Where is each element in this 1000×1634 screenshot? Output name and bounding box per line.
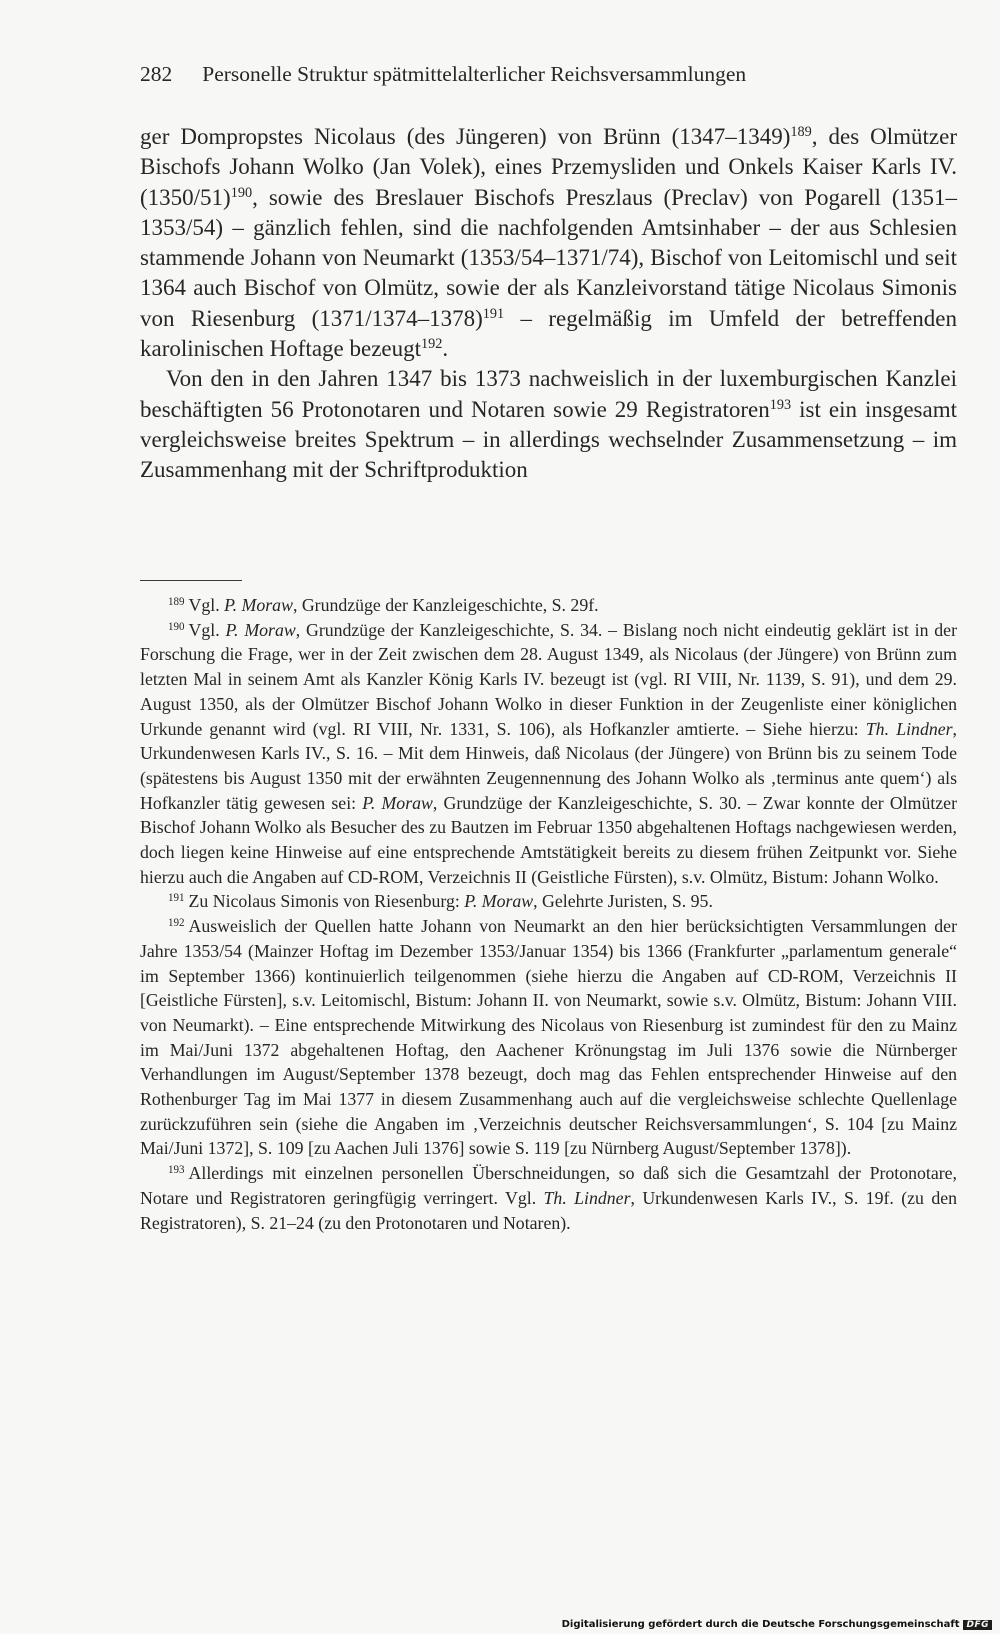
footnote-separator bbox=[140, 580, 242, 581]
author-name: Th. Lindner bbox=[543, 1187, 631, 1208]
body-paragraph: Von den in den Jahren 1347 bis 1373 nachweislich in der luxemburgischen Kanzlei beschäftigten 56 Protonotaren und Notaren sowie 29 Registratoren$^{193}$ ist ein insgesamt vergleichsweise breites Spektrum – in allerdings wechselnder Zusammensetzung – im Zusammenhang mit der Schriftproduktion bbox=[140, 366, 957, 483]
footnote-ref[interactable]: 189 bbox=[790, 124, 812, 141]
footnote-ref[interactable]: 192 bbox=[421, 336, 443, 353]
dfg-logo: DFG bbox=[963, 1620, 992, 1630]
footnote-ref[interactable]: 190 bbox=[230, 184, 253, 201]
footnote-189: $^{189}$ Vgl. P. Moraw, Grundzüge der Kanzleigeschichte, S. 29f. bbox=[168, 595, 599, 615]
credit-text: Digitalisierung gefördert durch die Deutsche Forschungsgemeinschaft bbox=[561, 1619, 960, 1630]
footnote-191: $^{191}$ Zu Nicolaus Simonis von Riesenburg: P. Moraw, Gelehrte Juristen, S. 95. bbox=[168, 891, 713, 912]
footnote-number: 191 bbox=[168, 892, 185, 905]
author-name: P. Moraw bbox=[224, 595, 293, 615]
footnote-ref[interactable]: 193 bbox=[769, 396, 792, 413]
footnotes bbox=[140, 593, 957, 1235]
author-name: P. Moraw bbox=[362, 792, 433, 813]
author-name: Th. Lindner bbox=[865, 718, 953, 739]
running-header bbox=[140, 62, 970, 87]
author-name: P. Moraw bbox=[225, 619, 296, 640]
author-name: P. Moraw bbox=[464, 891, 534, 912]
digitization-credit bbox=[562, 1619, 992, 1630]
page-number: 282 bbox=[140, 62, 173, 86]
footnote-number: 192 bbox=[168, 917, 185, 930]
footnote-192: $^{192}$ Ausweislich der Quellen hatte Johann von Neumarkt an den hier berücksichtigten Versammlungen der Jahre 1353/54 (Mainzer Hoftag im Dezember 1353/Januar 1354) bis 1366 (Frankfurter „parlamentum generale“ im September 1366) kontinuierlich teilgenommen (siehe hierzu die Angaben auf CD-ROM, Verzeichnis II [Geistliche Fürsten], s.v. Leitomischl, Bistum: Johann II. von Neumarkt, sowie s.v. Olmütz, Bistum: Johann VIII. von Neumarkt). – Eine entsprechende Mitwirkung des Nicolaus von Riesenburg ist zumindest für den zu Mainz im Mai/Juni 1372 abgehaltenen Hoftag, den Aachener Krönungstag im Juli 1376 sowie die Nürnberger Verhandlungen im August/September 1378 bezeugt, doch mag das Fehlen entsprechender Hinweise auf den Rothenburger Tag im Mai 1377 in diesem Zusammenhang auch auf die vergleichsweise schlechte Quellenlage zurückzuführen sein (siehe die Angaben im ‚Verzeichnis deutscher Reichsversammlungen‘, S. 104 [zu Mainz Mai/Juni 1372], S. 109 [zu Aachen Juli 1376] sowie S. 119 [zu Nürnberg August/September 1378]). bbox=[140, 916, 957, 1159]
footnote-number: 189 bbox=[168, 595, 185, 608]
footnote-number: 193 bbox=[168, 1164, 185, 1177]
running-title: Personelle Struktur spätmittelalterlicher Reichsversammlungen bbox=[202, 62, 747, 86]
footnote-190: $^{190}$ Vgl. P. Moraw, Grundzüge der Kanzleigeschichte, S. 34. – Bislang noch nicht eindeutig geklärt ist in der Forschung die Frage, wer in der Zeit zwischen dem 28. August 1349, als Nicolaus (der Jüngere) von Brünn zum letzten Mal in seinem Amt als Kanzler König Karls IV. bezeugt ist (vgl. RI VIII, Nr. 1139, S. 91), und dem 29. August 1350, als der Olmützer Bischof Johann Wolko in dieser Funktion in der Zeugenliste einer königlichen Urkunde genannt wird (vgl. RI VIII, Nr. 1331, S. 106), als Hofkanzler amtierte. – Siehe hierzu: Th. Lindner, Urkundenwesen Karls IV., S. 16. – Mit dem Hinweis, daß Nicolaus (der Jüngere) von Brünn bis zu seinem Tode (spätestens bis August 1350 mit der erwähnten Zeugennennung des Johann Wolko als ‚terminus ante quem‘) als Hofkanzler tätig gewesen sei: P. Moraw, Grundzüge der Kanzleigeschichte, S. 30. – Zwar konnte der Olmützer Bischof Johann Wolko als Besucher des zu Bautzen im Februar 1350 abgehaltenen Hoftags nachgewiesen werden, doch liegen keine Hinweise auf eine entsprechende Amtstätigkeit bereits zu diesem frühen Zeitpunkt vor. Siehe hierzu auch die Angaben auf CD-ROM, Verzeichnis II (Geistliche Fürsten), s.v. Olmütz, Bistum: Johann Wolko. bbox=[140, 619, 958, 887]
footnote-ref[interactable]: 191 bbox=[482, 305, 505, 322]
main-text bbox=[140, 122, 957, 486]
body-paragraph: ger Dompropstes Nicolaus (des Jüngeren) von Brünn (1347–1349)$^{189}$, des Olmützer Bischofs Johann Wolko (Jan Volek), eines Przemysliden und Onkels Kaiser Karls IV. $(1350/51)^{190}$, sowie des Breslauer Bischofs Preszlaus (Preclav) von Pogarell (1351–1353/54) – gänzlich fehlen, sind die nachfolgenden Amtsinhaber – der aus Schlesien stammende Johann von Neumarkt (1353/54–1371/74), Bischof von Leitomischl und seit 1364 auch Bischof von Olmütz, sowie der als Kanzleivorstand tätige Nicolaus Simonis von Riesenburg $(1371/1374-1378)^{191}$ – regelmäßig im Umfeld der betreffenden karolinischen Hoftage bezeugt$^{192}$. bbox=[140, 124, 958, 362]
footnote-number: 190 bbox=[168, 620, 185, 633]
footnote-193: $^{193}$ Allerdings mit einzelnen personellen Überschneidungen, so daß sich die Gesamtzahl der Protonotare, Notare und Registratoren geringfügig verringert. Vgl. Th. Lindner, Urkundenwesen Karls IV., S. 19f. (zu den Registratoren), S. 21–24 (zu den Protonotaren und Notaren). bbox=[140, 1163, 957, 1233]
